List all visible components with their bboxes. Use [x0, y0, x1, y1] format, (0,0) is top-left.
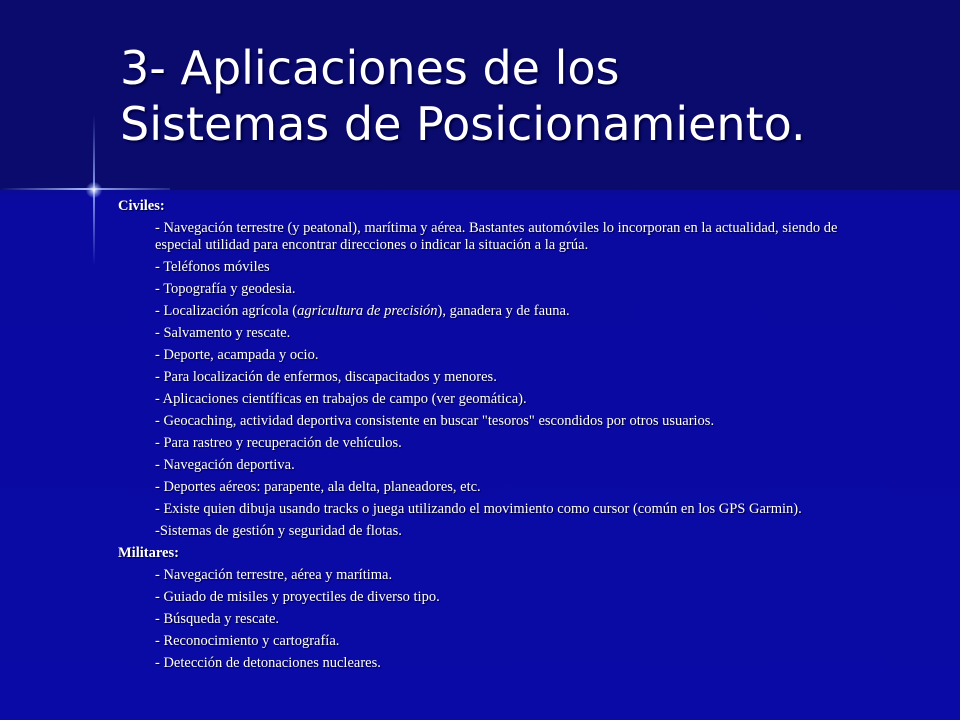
list-item-gestion-flotas: -Sistemas de gestión y seguridad de flotas. — [155, 523, 402, 539]
list-item-militar-navegacion: - Navegación terrestre, aérea y marítima. — [155, 567, 393, 583]
list-item-geocaching: - Geocaching, actividad deportiva consistente en buscar "tesoros" escondidos por otros usuarios. — [155, 413, 715, 429]
localizacion-italic: agricultura de precisión — [297, 303, 438, 319]
decorative-sparkle-icon — [86, 182, 102, 198]
slide-content — [118, 198, 878, 672]
list-item-tracks-cursor: - Existe quien dibuja usando tracks o juega utilizando el movimiento como cursor (común en los GPS Garmin). — [155, 501, 802, 517]
slide-title-line-1: 3- Aplicaciones de los — [120, 41, 620, 95]
decorative-horizontal-line — [0, 188, 170, 190]
list-item-militar-deteccion: - Detección de detonaciones nucleares. — [155, 655, 381, 671]
list-item-aplicaciones-cientificas: - Aplicaciones científicas en trabajos de campo (ver geomática). — [155, 391, 527, 407]
list-item-rastreo-vehiculos: - Para rastreo y recuperación de vehículos. — [155, 435, 402, 451]
section-heading-civiles: Civiles: — [118, 198, 165, 214]
list-item-militar-guiado: - Guiado de misiles y proyectiles de diverso tipo. — [155, 589, 440, 605]
list-item-topografia: - Topografía y geodesia. — [155, 281, 296, 297]
list-item-localizacion-agricola — [118, 303, 878, 320]
list-item-deporte: - Deporte, acampada y ocio. — [155, 347, 319, 363]
list-item-salvamento: - Salvamento y rescate. — [155, 325, 291, 341]
list-item-militar-reconocimiento: - Reconocimiento y cartografía. — [155, 633, 340, 649]
slide-title — [120, 40, 940, 152]
localizacion-suffix: ), ganadera y de fauna. — [437, 303, 570, 319]
slide-title-line-2: Sistemas de Posicionamiento. — [120, 97, 806, 151]
localizacion-prefix: - Localización agrícola ( — [155, 303, 298, 319]
list-item-militar-busqueda: - Búsqueda y rescate. — [155, 611, 280, 627]
list-item-localizacion-enfermos: - Para localización de enfermos, discapacitados y menores. — [155, 369, 497, 385]
list-item-navegacion-deportiva: - Navegación deportiva. — [155, 457, 295, 473]
list-item-telefonos: - Teléfonos móviles — [155, 259, 270, 275]
list-item-deportes-aereos: - Deportes aéreos: parapente, ala delta, planeadores, etc. — [155, 479, 481, 495]
section-heading-militares: Militares: — [118, 545, 179, 561]
list-item-navegacion: - Navegación terrestre (y peatonal), marítima y aérea. Bastantes automóviles lo incorporan en la actualidad, siendo de especial utilidad para encontrar direcciones o indicar la situación a la grúa. — [155, 220, 838, 253]
